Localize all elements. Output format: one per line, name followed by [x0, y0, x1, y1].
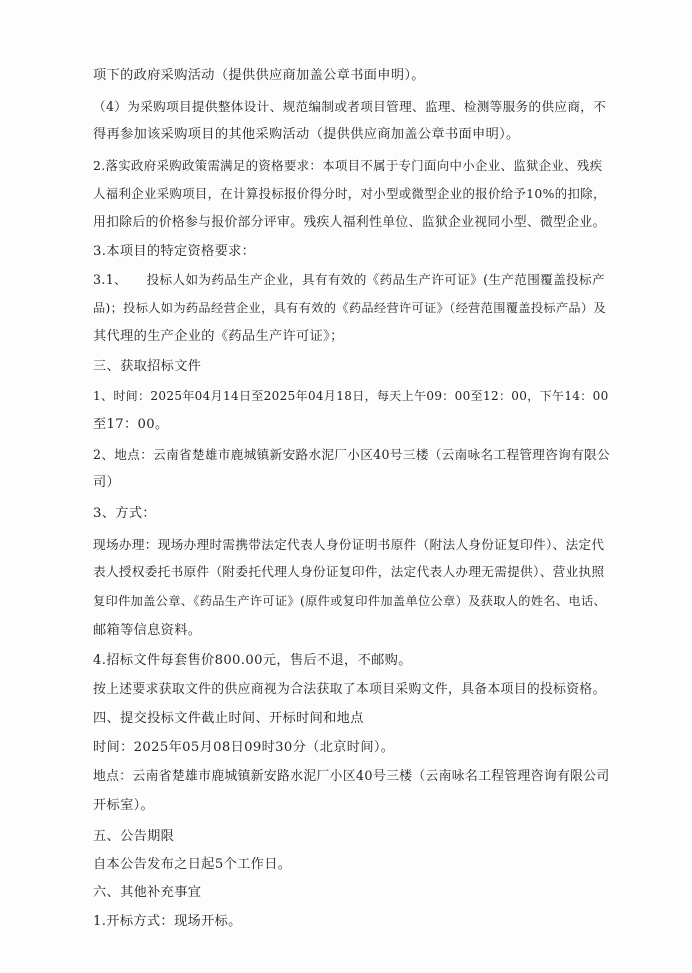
- text-line: 项下的政府采购活动（提供供应商加盖公章书面申明）。: [93, 68, 425, 83]
- text-line: 时间：2025年05月08日09时30分（北京时间）。: [93, 740, 395, 755]
- text-line: 开标室）。: [93, 798, 155, 813]
- text-line: 至17：00。: [93, 417, 169, 432]
- text-line: 表人授权委托书原件（附委托代理人身份证复印件，法定代表人办理无需提供）、营业执照: [93, 564, 605, 579]
- text-line: 得再参加该采购项目的其他采购活动（提供供应商加盖公章书面申明）。: [93, 127, 520, 142]
- section-heading: 三、获取招标文件: [93, 359, 202, 374]
- text-line: 1.开标方式：现场开标。: [93, 914, 242, 929]
- text-line: 用扣除后的价格参与报价部分评审。残疾人福利性单位、监狱企业视同小型、微型企业。: [93, 215, 606, 230]
- text-line: 现场办理：现场办理时需携带法定代表人身份证明书原件（附法人身份证复印件）、法定代: [93, 537, 605, 552]
- section-heading: 四、提交投标文件截止时间、开标时间和地点: [93, 711, 364, 726]
- section-heading: 3.本项目的特定资格要求：: [93, 244, 256, 259]
- section-heading: 六、其他补充事宜: [93, 885, 202, 900]
- text-line: 3.1、 投标人如为药品生产企业，具有有效的《药品生产许可证》(生产范围覆盖投标产: [93, 272, 605, 287]
- section-heading: 五、公告期限: [93, 829, 175, 844]
- text-line: 地点：云南省楚雄市鹿城镇新安路水泥厂小区40号三楼（云南咏名工程管理咨询有限公司: [93, 769, 610, 784]
- text-line: 司）: [93, 475, 121, 490]
- text-line: （4）为采购项目提供整体设计、规范编制或者项目管理、监理、检测等服务的供应商，不: [93, 99, 607, 114]
- text-line: 品)；投标人如为药品经营企业，具有有效的《药品经营许可证》（经营范围覆盖投标产品）及: [93, 301, 607, 315]
- text-line: 人福利企业采购项目，在计算投标报价得分时，对小型或微型企业的报价给予10%的扣除，: [93, 186, 606, 201]
- text-line: 按上述要求获取文件的供应商视为合法获取了本项目采购文件，具备本项目的投标资格。: [93, 682, 606, 697]
- text-line: 4.招标文件每套售价800.00元，售后不退，不邮购。: [93, 653, 412, 668]
- text-line: 复印件加盖公章、《药品生产许可证》(原件或复印件加盖单位公章）及获取人的姓名、电话、: [93, 594, 607, 608]
- text-line: 自本公告发布之日起5个工作日。: [93, 857, 292, 872]
- text-line: 3、方式：: [93, 506, 156, 521]
- text-line: 2.落实政府采购政策需满足的资格要求：本项目不属于专门面向中小企业、监狱企业、残疾: [93, 158, 603, 173]
- text-line: 1、时间：2025年04月14日至2025年04月18日，每天上午09：00至12：00，下午14：00: [93, 389, 609, 403]
- text-line: 邮箱等信息资料。: [93, 623, 202, 638]
- text-line: 其代理的生产企业的《药品生产许可证》；: [93, 329, 344, 344]
- text-line: 2、地点：云南省楚雄市鹿城镇新安路水泥厂小区40号三楼（云南咏名工程管理咨询有限公: [93, 447, 610, 462]
